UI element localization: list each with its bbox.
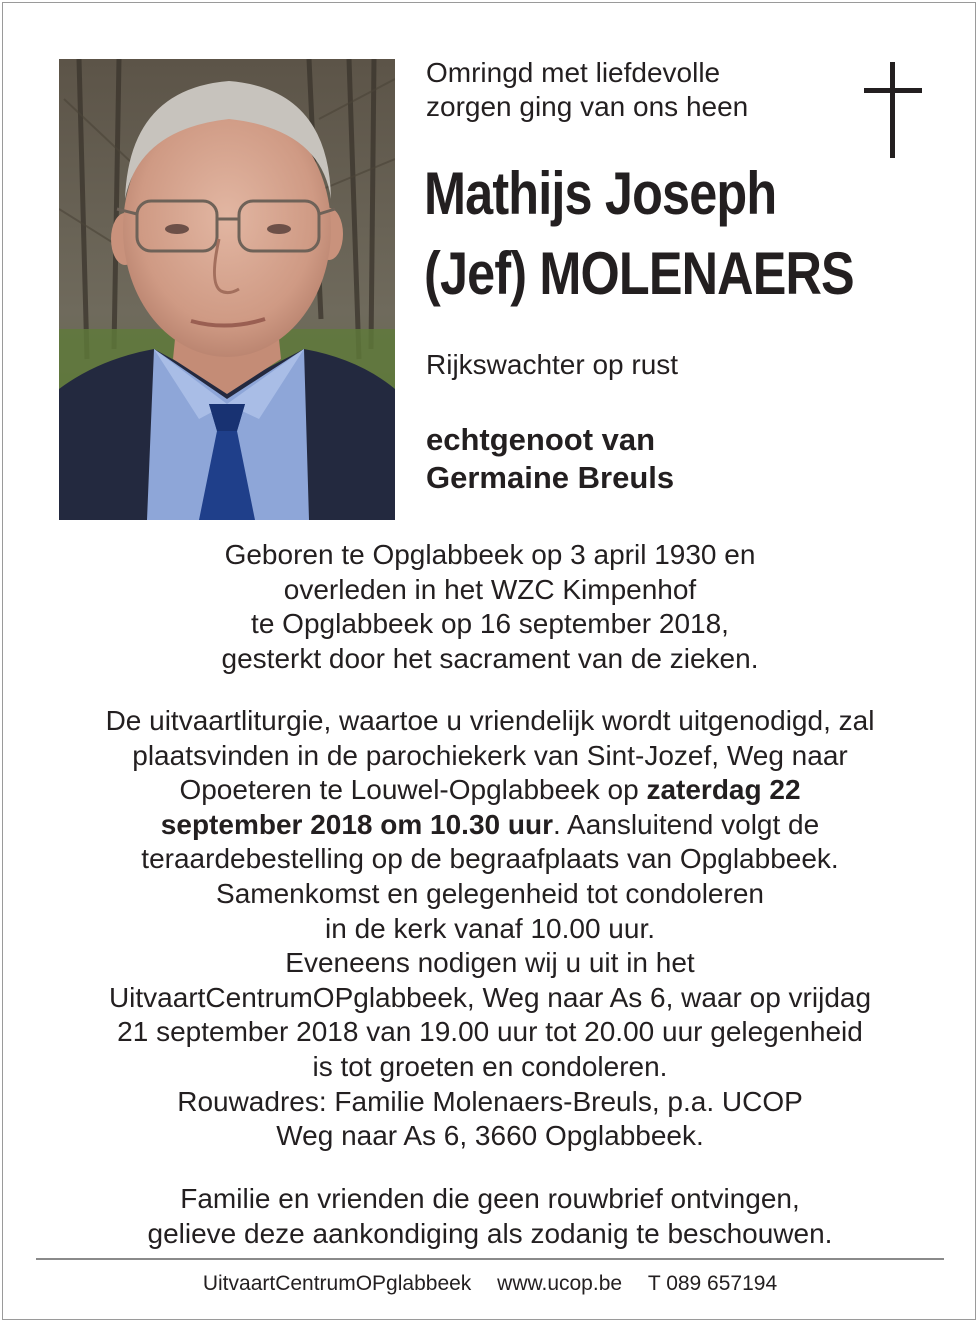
paragraph-line	[40, 808, 940, 843]
closing-paragraph	[40, 1182, 940, 1251]
deceased-name	[424, 154, 854, 314]
profession: Rijkswachter op rust	[426, 349, 679, 380]
paragraph-line: gesterkt door het sacrament van de zieken.	[221, 642, 759, 674]
cross-icon	[864, 62, 922, 158]
paragraph-line: is tot groeten en condoleren.	[312, 1050, 668, 1082]
spouse-line: echtgenoot van	[426, 422, 656, 457]
text-run: . Aansluitend volgt de	[553, 808, 820, 840]
mourning-address: Weg naar As 6, 3660 Opglabbeek.	[276, 1120, 704, 1152]
intro-line: zorgen ging van ons heen	[426, 91, 749, 122]
footer-divider	[36, 1258, 944, 1260]
spouse-info	[426, 421, 674, 497]
paragraph-line: gelieve deze aankondiging als zodanig te beschouwen.	[147, 1217, 833, 1249]
paragraph-line: in de kerk vanaf 10.00 uur.	[325, 912, 655, 944]
spouse-line: Germaine Breuls	[426, 460, 675, 495]
paragraph-line: Familie en vrienden die geen rouwbrief ontvingen,	[180, 1183, 800, 1214]
name-line: Mathijs Joseph	[424, 160, 777, 227]
paragraph-line: De uitvaartliturgie, waartoe u vriendelijk wordt uitgenodigd, zal	[105, 705, 875, 736]
ceremony-paragraph	[40, 704, 940, 1154]
paragraph-line: Samenkomst en gelegenheid tot condoleren	[216, 877, 764, 909]
paragraph-line: UitvaartCentrumOPglabbeek, Weg naar As 6, waar op vrijdag	[108, 981, 872, 1013]
text-run: Opoeteren te Louwel-Opglabbeek op	[179, 774, 647, 806]
ceremony-time: september 2018 om 10.30 uur	[160, 808, 553, 840]
intro-line: Omringd met liefdevolle	[426, 57, 721, 88]
footer	[0, 1269, 980, 1299]
ceremony-date: zaterdag 22	[646, 774, 801, 806]
intro-text	[426, 56, 846, 124]
paragraph-line: Eveneens nodigen wij u uit in het	[285, 947, 695, 979]
paragraph-line: Geboren te Opglabbeek op 3 april 1930 en	[224, 539, 756, 570]
footer-website[interactable]: www.ucop.be	[497, 1272, 623, 1295]
paragraph-line: 21 september 2018 van 19.00 uur tot 20.00 uur gelegenheid	[117, 1016, 863, 1048]
footer-company: UitvaartCentrumOPglabbeek	[202, 1272, 472, 1295]
paragraph-line: plaatsvinden in de parochiekerk van Sint-Jozef, Weg naar	[132, 739, 848, 771]
portrait-photo	[59, 59, 395, 520]
birth-death-paragraph	[40, 538, 940, 676]
paragraph-line	[40, 773, 940, 808]
footer-phone: T 089 657194	[647, 1272, 778, 1295]
name-line: (Jef) MOLENAERS	[424, 240, 854, 307]
paragraph-line: overleden in het WZC Kimpenhof	[283, 573, 697, 605]
paragraph-line: te Opglabbeek op 16 september 2018,	[251, 608, 729, 640]
mourning-address: Rouwadres: Familie Molenaers-Breuls, p.a. UCOP	[177, 1085, 803, 1117]
paragraph-line: teraardebestelling op de begraafplaats van Opglabbeek.	[141, 843, 839, 875]
